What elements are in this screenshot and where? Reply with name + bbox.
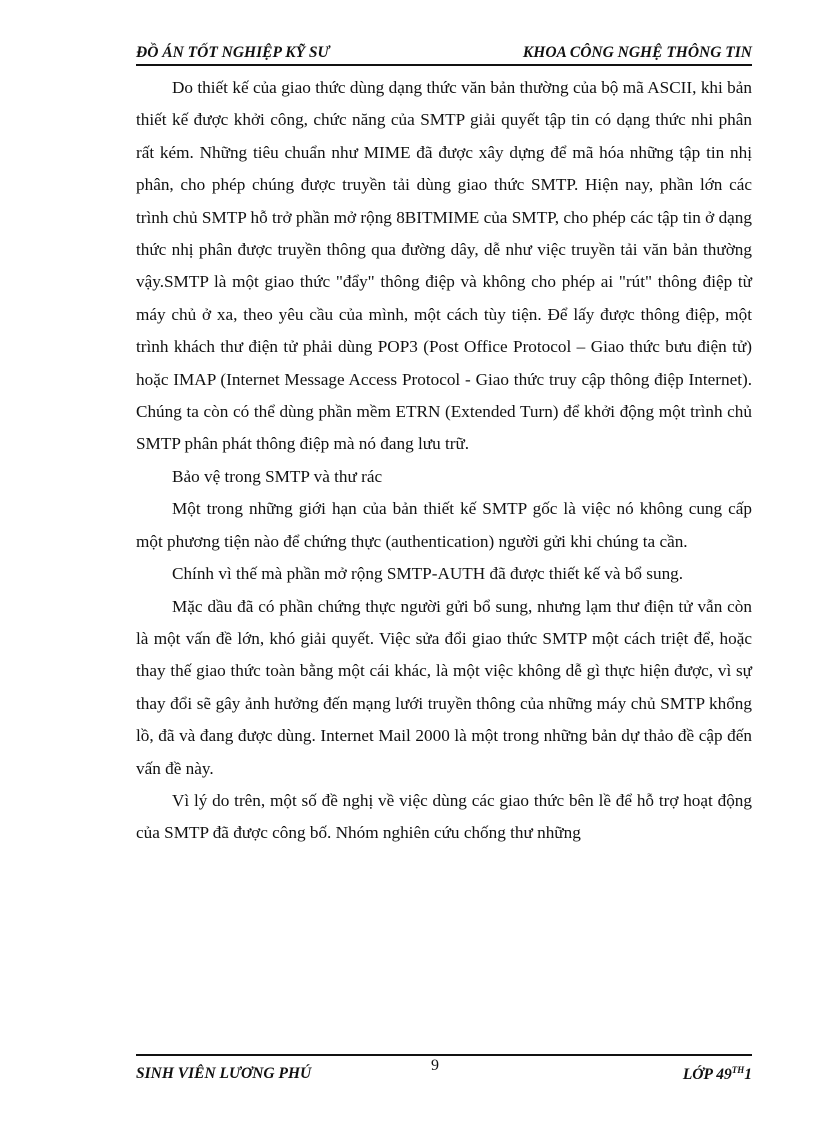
footer-class-superscript: TH	[731, 1065, 745, 1075]
footer-class-suffix: 1	[744, 1066, 752, 1083]
footer-class-prefix: LỚP 49	[682, 1066, 732, 1083]
paragraph-security-heading: Bảo vệ trong SMTP và thư rác	[172, 466, 383, 486]
paragraph-spam-problem: Mặc dầu đã có phần chứng thực người gửi bổ sung, nhưng lạm thư điện tử vẫn còn là một vấn đề lớn, khó giải quyết. Việc sửa đổi giao thức SMTP một cách triệt để, hoặc thay thế giao thức toàn bằng một cái khác, là một việc không dễ gì thực hiện được, vì sự thay đổi sẽ gây ảnh hưởng đến mạng lưới truyền thông của những máy chủ SMTP khổng lồ, đã và đang được dùng. Internet Mail 2000 là một trong những bản dự thảo đề cập đến vấn đề này.	[136, 596, 752, 778]
paragraph-authentication-limit: Một trong những giới hạn của bản thiết kế SMTP gốc là việc nó không cung cấp một phương tiện nào để chứng thực (authentication) người gửi khi chúng ta cần.	[136, 499, 752, 551]
paragraph-proposals: Vì lý do trên, một số đề nghị về việc dùng các giao thức bên lề để hỗ trợ hoạt động của SMTP đã được công bố. Nhóm nghiên cứu chống thư những	[136, 790, 752, 843]
header-thesis-title: ĐỒ ÁN TỐT NGHIỆP KỸ SƯ	[136, 44, 330, 61]
page-footer	[136, 1049, 752, 1089]
page-number: 9	[431, 1057, 439, 1074]
page-header	[136, 40, 752, 66]
paragraph-smtp-binary: Do thiết kế của giao thức dùng dạng thức văn bản thường của bộ mã ASCII, khi bản thiết kế được khởi công, chức năng của SMTP giải quyết tập tin có dạng thức nhi phân rất kém. Những tiêu chuẩn như MIME đã được xây dựng để mã hóa những tập tin nhị phân, cho phép chúng được truyền tải dùng giao thức SMTP. Hiện nay, phần lớn các trình chủ SMTP hỗ trở phần mở rộng 8BITMIME của SMTP, cho phép các tập tin ở dạng thức nhị phân được truyền thông qua đường dây, dễ như việc truyền tải văn bản thường vậy.SMTP là một giao thức "đẩy" thông điệp và không cho phép ai "rút" thông điệp từ máy chủ ở xa, theo yêu cầu của mình, một cách tùy tiện. Để lấy được thông điệp, một trình khách thư điện tử phải dùng POP3 (Post Office Protocol – Giao thức bưu điện tử) hoặc IMAP (Internet Message Access Protocol - Giao thức truy cập thông điệp Internet). Chúng ta còn có thể dùng phần mềm ETRN (Extended Turn) để khởi động một trình chủ SMTP phân phát thông điệp mà nó đang lưu trữ.	[136, 78, 752, 454]
footer-divider	[136, 1054, 752, 1056]
header-faculty: KHOA CÔNG NGHỆ THÔNG TIN	[522, 44, 752, 61]
header-divider	[136, 64, 752, 66]
paragraph-smtp-auth: Chính vì thế mà phần mở rộng SMTP-AUTH đã được thiết kế và bổ sung.	[172, 564, 684, 584]
footer-student-name: SINH VIÊN LƯƠNG PHÚ	[136, 1065, 312, 1082]
footer-class	[683, 1065, 752, 1084]
document-body	[136, 72, 752, 850]
